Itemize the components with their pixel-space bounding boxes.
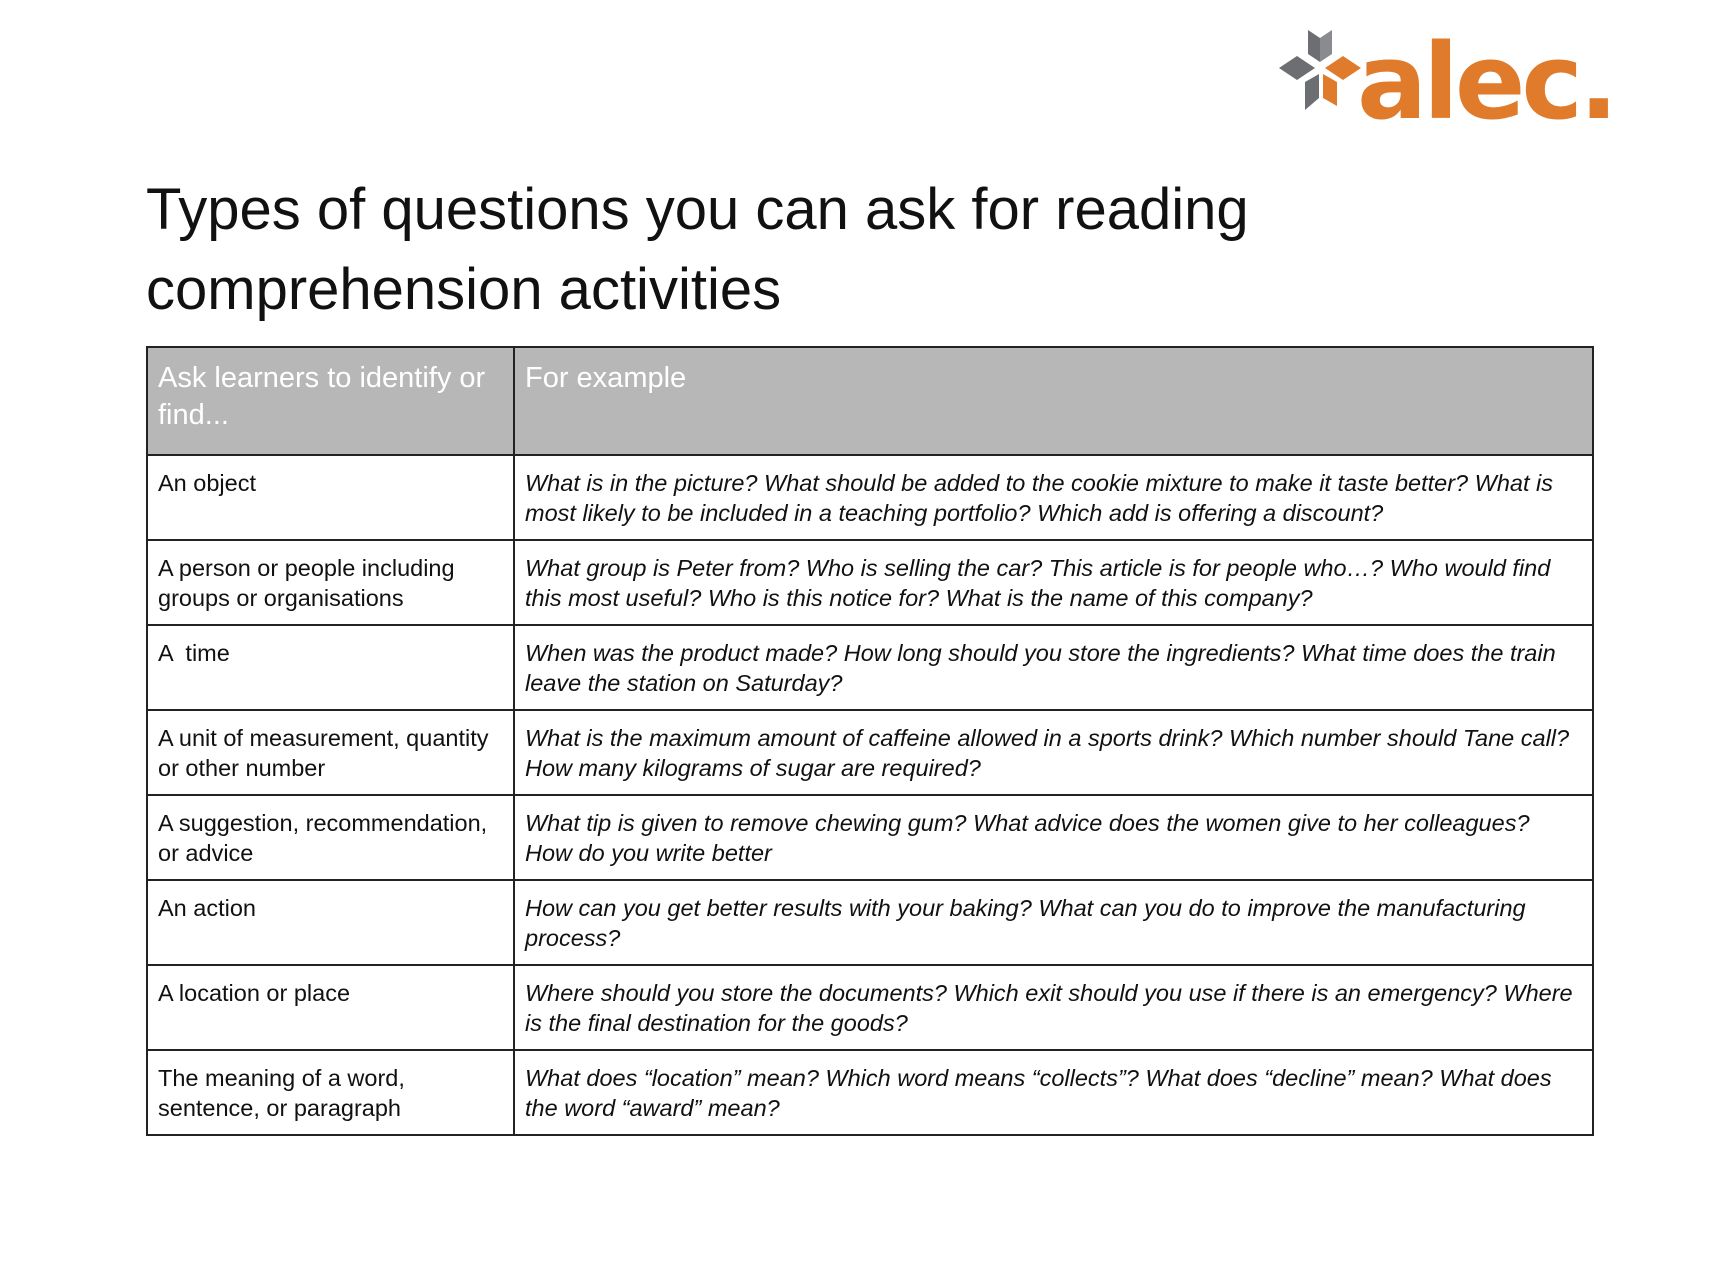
- question-types-table: [146, 346, 1594, 1136]
- identify-cell: A person or people including groups or organisations: [147, 540, 514, 625]
- table-row: [147, 540, 1593, 625]
- star-mark-icon: [1275, 26, 1365, 116]
- identify-cell: The meaning of a word, sentence, or paragraph: [147, 1050, 514, 1135]
- table-row: [147, 710, 1593, 795]
- identify-cell: A time: [147, 625, 514, 710]
- question-types-table-wrapper: [146, 346, 1592, 1136]
- example-cell: What is in the picture? What should be added to the cookie mixture to make it taste better? What is most likely to be included in a teaching portfolio? Which add is offering a discount?: [514, 455, 1593, 540]
- identify-cell: A suggestion, recommendation, or advice: [147, 795, 514, 880]
- example-cell: Where should you store the documents? Which exit should you use if there is an emergency? Where is the final destination for the goods?: [514, 965, 1593, 1050]
- logo-wordmark: alec.: [1357, 21, 1615, 143]
- alec-logo: [1275, 21, 1615, 166]
- example-cell: What group is Peter from? Who is selling the car? This article is for people who…? Who would find this most useful? Who is this notice for? What is the name of this company?: [514, 540, 1593, 625]
- identify-cell: An action: [147, 880, 514, 965]
- table-row: [147, 795, 1593, 880]
- table-row: [147, 625, 1593, 710]
- table-row: [147, 965, 1593, 1050]
- page-title: Types of questions you can ask for reading comprehension activities: [146, 177, 1249, 322]
- identify-cell: A location or place: [147, 965, 514, 1050]
- example-cell: What tip is given to remove chewing gum? What advice does the women give to her colleagues? How do you write better: [514, 795, 1593, 880]
- example-cell: How can you get better results with your baking? What can you do to improve the manufacturing process?: [514, 880, 1593, 965]
- identify-cell: An object: [147, 455, 514, 540]
- column-header-identify: Ask learners to identify or find...: [147, 347, 514, 455]
- example-cell: When was the product made? How long should you store the ingredients? What time does the train leave the station on Saturday?: [514, 625, 1593, 710]
- column-header-example: For example: [514, 347, 1593, 455]
- example-cell: What does “location” mean? Which word means “collects”? What does “decline” mean? What does the word “award” mean?: [514, 1050, 1593, 1135]
- table-row: [147, 880, 1593, 965]
- table-row: [147, 455, 1593, 540]
- example-cell: What is the maximum amount of caffeine allowed in a sports drink? Which number should Tane call? How many kilograms of sugar are required?: [514, 710, 1593, 795]
- table-header-row: [147, 347, 1593, 455]
- identify-cell: A unit of measurement, quantity or other number: [147, 710, 514, 795]
- table-row: [147, 1050, 1593, 1135]
